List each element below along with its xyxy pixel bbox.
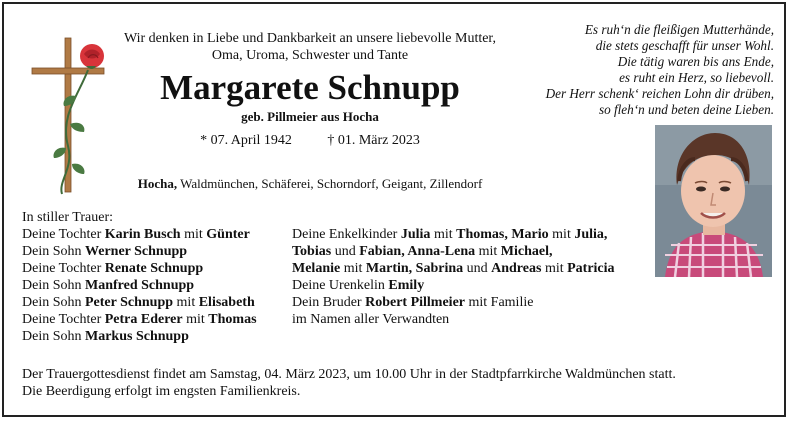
mourner-text: Dein Sohn [22,278,85,293]
mourner-text: Dein Sohn [22,295,85,310]
service-info [22,366,676,400]
mourner-name: Julia [400,227,431,242]
mourner-name: Peter Schnupp [85,295,174,310]
poem-line: es ruht ein Herz, so liebevoll. [619,70,774,85]
mourner-text: Deine Tochter [22,261,105,276]
poem-line: so fleh‘n und beten deine Lieben. [598,102,774,117]
birth-date: * 07. April 1942 [200,133,292,148]
home-village: Hocha, [137,176,178,191]
mourner-name: Günter [206,227,250,242]
mourner-text: im Namen aller Verwandten [292,312,450,327]
mourner-text: mit Familie [465,295,534,310]
mourner-text: Dein Sohn [22,244,85,259]
mourner-name: Markus Schnupp [85,329,189,344]
mourner-text: Deine Tochter [22,312,105,327]
mourner-name: Melanie [292,261,341,276]
mourner-line [292,260,615,277]
mourner-line [22,311,257,328]
mourner-line [22,226,257,243]
mourner-text: Deine Enkelkinder [292,227,401,242]
mourner-name: Manfred Schnupp [85,278,195,293]
mourner-name: Thomas [208,312,257,327]
mourner-text: mit [340,261,366,276]
mourner-text: Dein Bruder [292,295,366,310]
mourner-name: Martin, Sabrina [365,261,464,276]
mourner-line [22,260,257,277]
intro-line: Wir denken in Liebe und Dankbarkeit an unsere liebevolle Mutter, [123,31,497,46]
mourner-name: Tobias [292,244,332,259]
mourner-line [22,243,257,260]
mourner-name: Andreas [491,261,542,276]
mourner-name: Werner Schnupp [85,244,188,259]
mourner-text: mit [173,295,199,310]
mourner-text: und [463,261,492,276]
mourners-heading: In stiller Trauer: [22,210,113,225]
mourner-line [22,328,257,345]
mourner-text: mit [182,312,209,327]
mourner-text: Dein Sohn [22,329,85,344]
poem-line: Die tätig waren bis ans Ende, [617,54,774,69]
portrait-photo [655,125,772,277]
mourner-name: Julia, [574,227,608,242]
mourner-text: mit [180,227,207,242]
service-line: Der Trauergottesdienst findet am Samstag, 04. März 2023, um 10.00 Uhr in der Stadtpfarrkirche Waldmünchen statt. [22,367,676,382]
mourner-line [22,277,257,294]
mourner-name: Fabian, Anna-Lena [359,244,476,259]
mourner-name: Patricia [567,261,615,276]
mourner-text: mit [548,227,575,242]
places-line [120,176,500,192]
intro-text [120,30,500,64]
mourner-text: Deine Tochter [22,227,105,242]
mourner-text: mit [475,244,501,259]
mourner-name: Elisabeth [198,295,255,310]
mourner-text: Deine Urenkelin [292,278,389,293]
mourner-line [292,311,615,328]
poem-line: Der Herr schenk‘ reichen Lohn dir drüben, [545,86,774,101]
poem [514,22,774,118]
mourner-line [292,277,615,294]
mourner-text: mit [430,227,457,242]
other-places: Waldmünchen, Schäferei, Schorndorf, Geigant, Zillendorf [177,176,483,191]
mourner-name: Emily [388,278,425,293]
birth-name: geb. Pillmeier aus Hocha [241,109,379,124]
deceased-name: Margarete Schnupp [160,68,460,107]
death-date: † 01. März 2023 [327,133,420,148]
mourner-name: Robert Pillmeier [365,295,465,310]
mourner-name: Michael, [500,244,553,259]
poem-line: die stets geschafft für unser Wohl. [595,38,774,53]
mourner-line [292,243,615,260]
mourner-name: Thomas, Mario [456,227,549,242]
mourner-name: Karin Busch [104,227,181,242]
mourners-right-column [292,226,615,328]
mourner-line [22,294,257,311]
intro-line: Oma, Uroma, Schwester und Tante [211,48,409,63]
burial-line: Die Beerdigung erfolgt im engsten Familienkreis. [22,384,301,399]
mourner-line [292,226,615,243]
cross-with-rose-icon [28,36,118,196]
mourner-line [292,294,615,311]
mourner-text: mit [541,261,568,276]
mourner-name: Renate Schnupp [104,261,204,276]
mourners-left-column [22,209,257,345]
mourner-text: und [331,244,360,259]
mourner-name: Petra Ederer [104,312,183,327]
poem-line: Es ruh‘n die fleißigen Mutterhände, [584,22,774,37]
life-dates [120,133,500,149]
